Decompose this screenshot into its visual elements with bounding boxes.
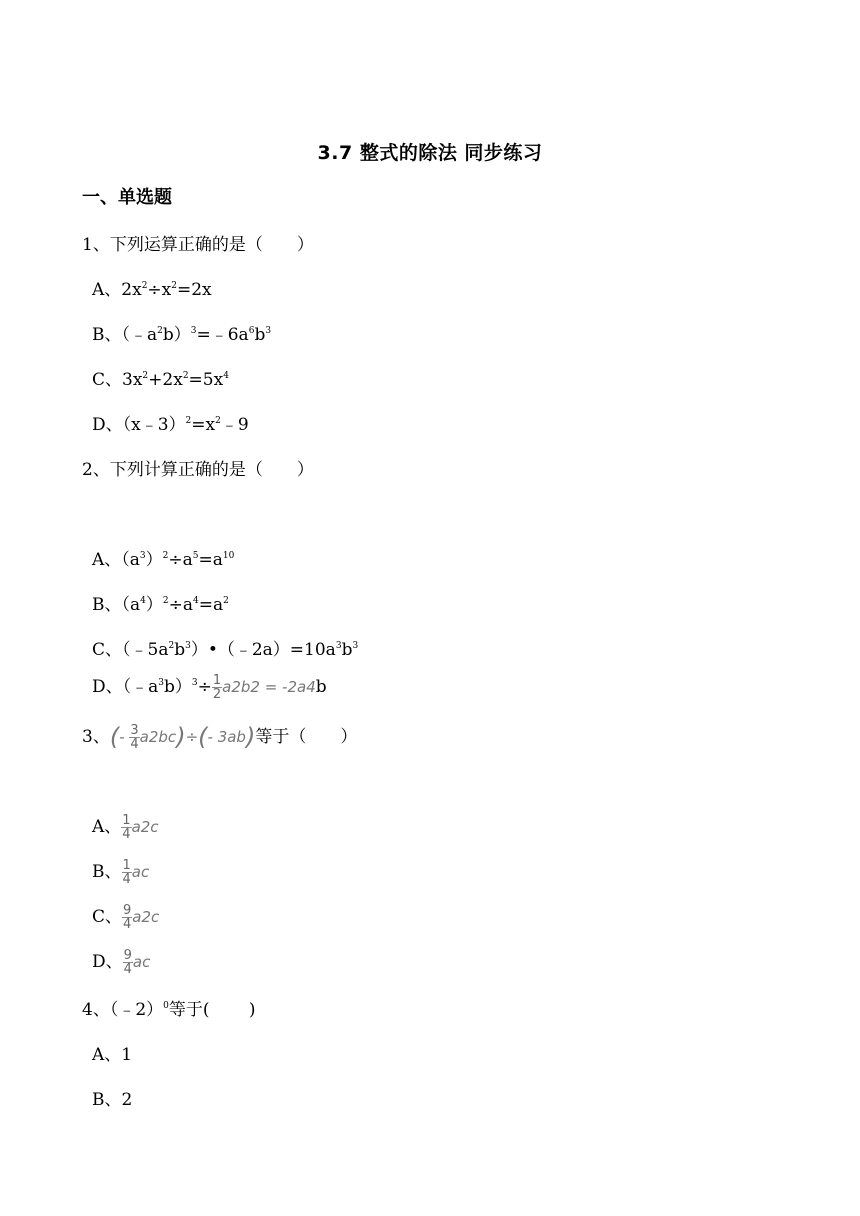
question-3-option-a[interactable]: A、 $\frac{1}{4}$ a2c xyxy=(92,813,159,842)
question-2-option-c[interactable]: C、$(﹣5a^2b^3)•(﹣2a)=10a^3b^3$ xyxy=(92,640,359,660)
section-heading: 一、单选题 xyxy=(82,187,172,208)
question-3-option-d[interactable]: D、 $\frac{9}{4}$ ac xyxy=(92,948,151,977)
question-1-option-a[interactable]: A、$2x^2\div x^2=2x$ xyxy=(92,280,212,300)
question-1-option-c[interactable]: C、$3x^2+2x^2=5x^4$ xyxy=(92,370,229,390)
question-4-option-a[interactable]: A、1 xyxy=(92,1045,133,1065)
page-title: 3.7 整式的除法 同步练习 xyxy=(317,142,543,164)
question-2-option-b[interactable]: B、$(a^4)^2\div a^4=a^2$ xyxy=(92,595,229,615)
question-3-option-c[interactable]: C、 $\frac{9}{4}$ a2c xyxy=(92,903,160,932)
question-1-option-b[interactable]: B、$(﹣a^2b)^3=﹣6a^6b^3$ xyxy=(92,325,272,345)
question-2-option-a[interactable]: A、$(a^3)^2\div a^5=a^{10}$ xyxy=(92,550,235,570)
question-3-expression: (- $\frac{3}{4}$ a2bc)÷(- 3ab) xyxy=(109,722,256,752)
question-2-option-d[interactable]: D、$(﹣a^3b)^3\div$ $\frac{1}{2}$ a2b2 = -2a4b xyxy=(92,673,327,702)
question-1-option-d[interactable]: D、$(x﹣3)^2=x^2﹣9$ xyxy=(92,415,249,435)
question-4-stem: 4、（﹣2）$^0$等于( ) xyxy=(82,1000,256,1020)
question-2-stem: 2、下列计算正确的是（ ） xyxy=(82,460,314,480)
question-3-stem: 3、(- $\frac{3}{4}$ a2bc)÷(- 3ab)等于（ ） xyxy=(82,722,358,752)
question-4-option-b[interactable]: B、2 xyxy=(92,1090,133,1110)
question-3-option-b[interactable]: B、 $\frac{1}{4}$ ac xyxy=(92,858,150,887)
question-1-stem: 1、下列运算正确的是（ ） xyxy=(82,235,314,255)
fraction-half: $\frac{1}{2}$ xyxy=(212,673,222,702)
